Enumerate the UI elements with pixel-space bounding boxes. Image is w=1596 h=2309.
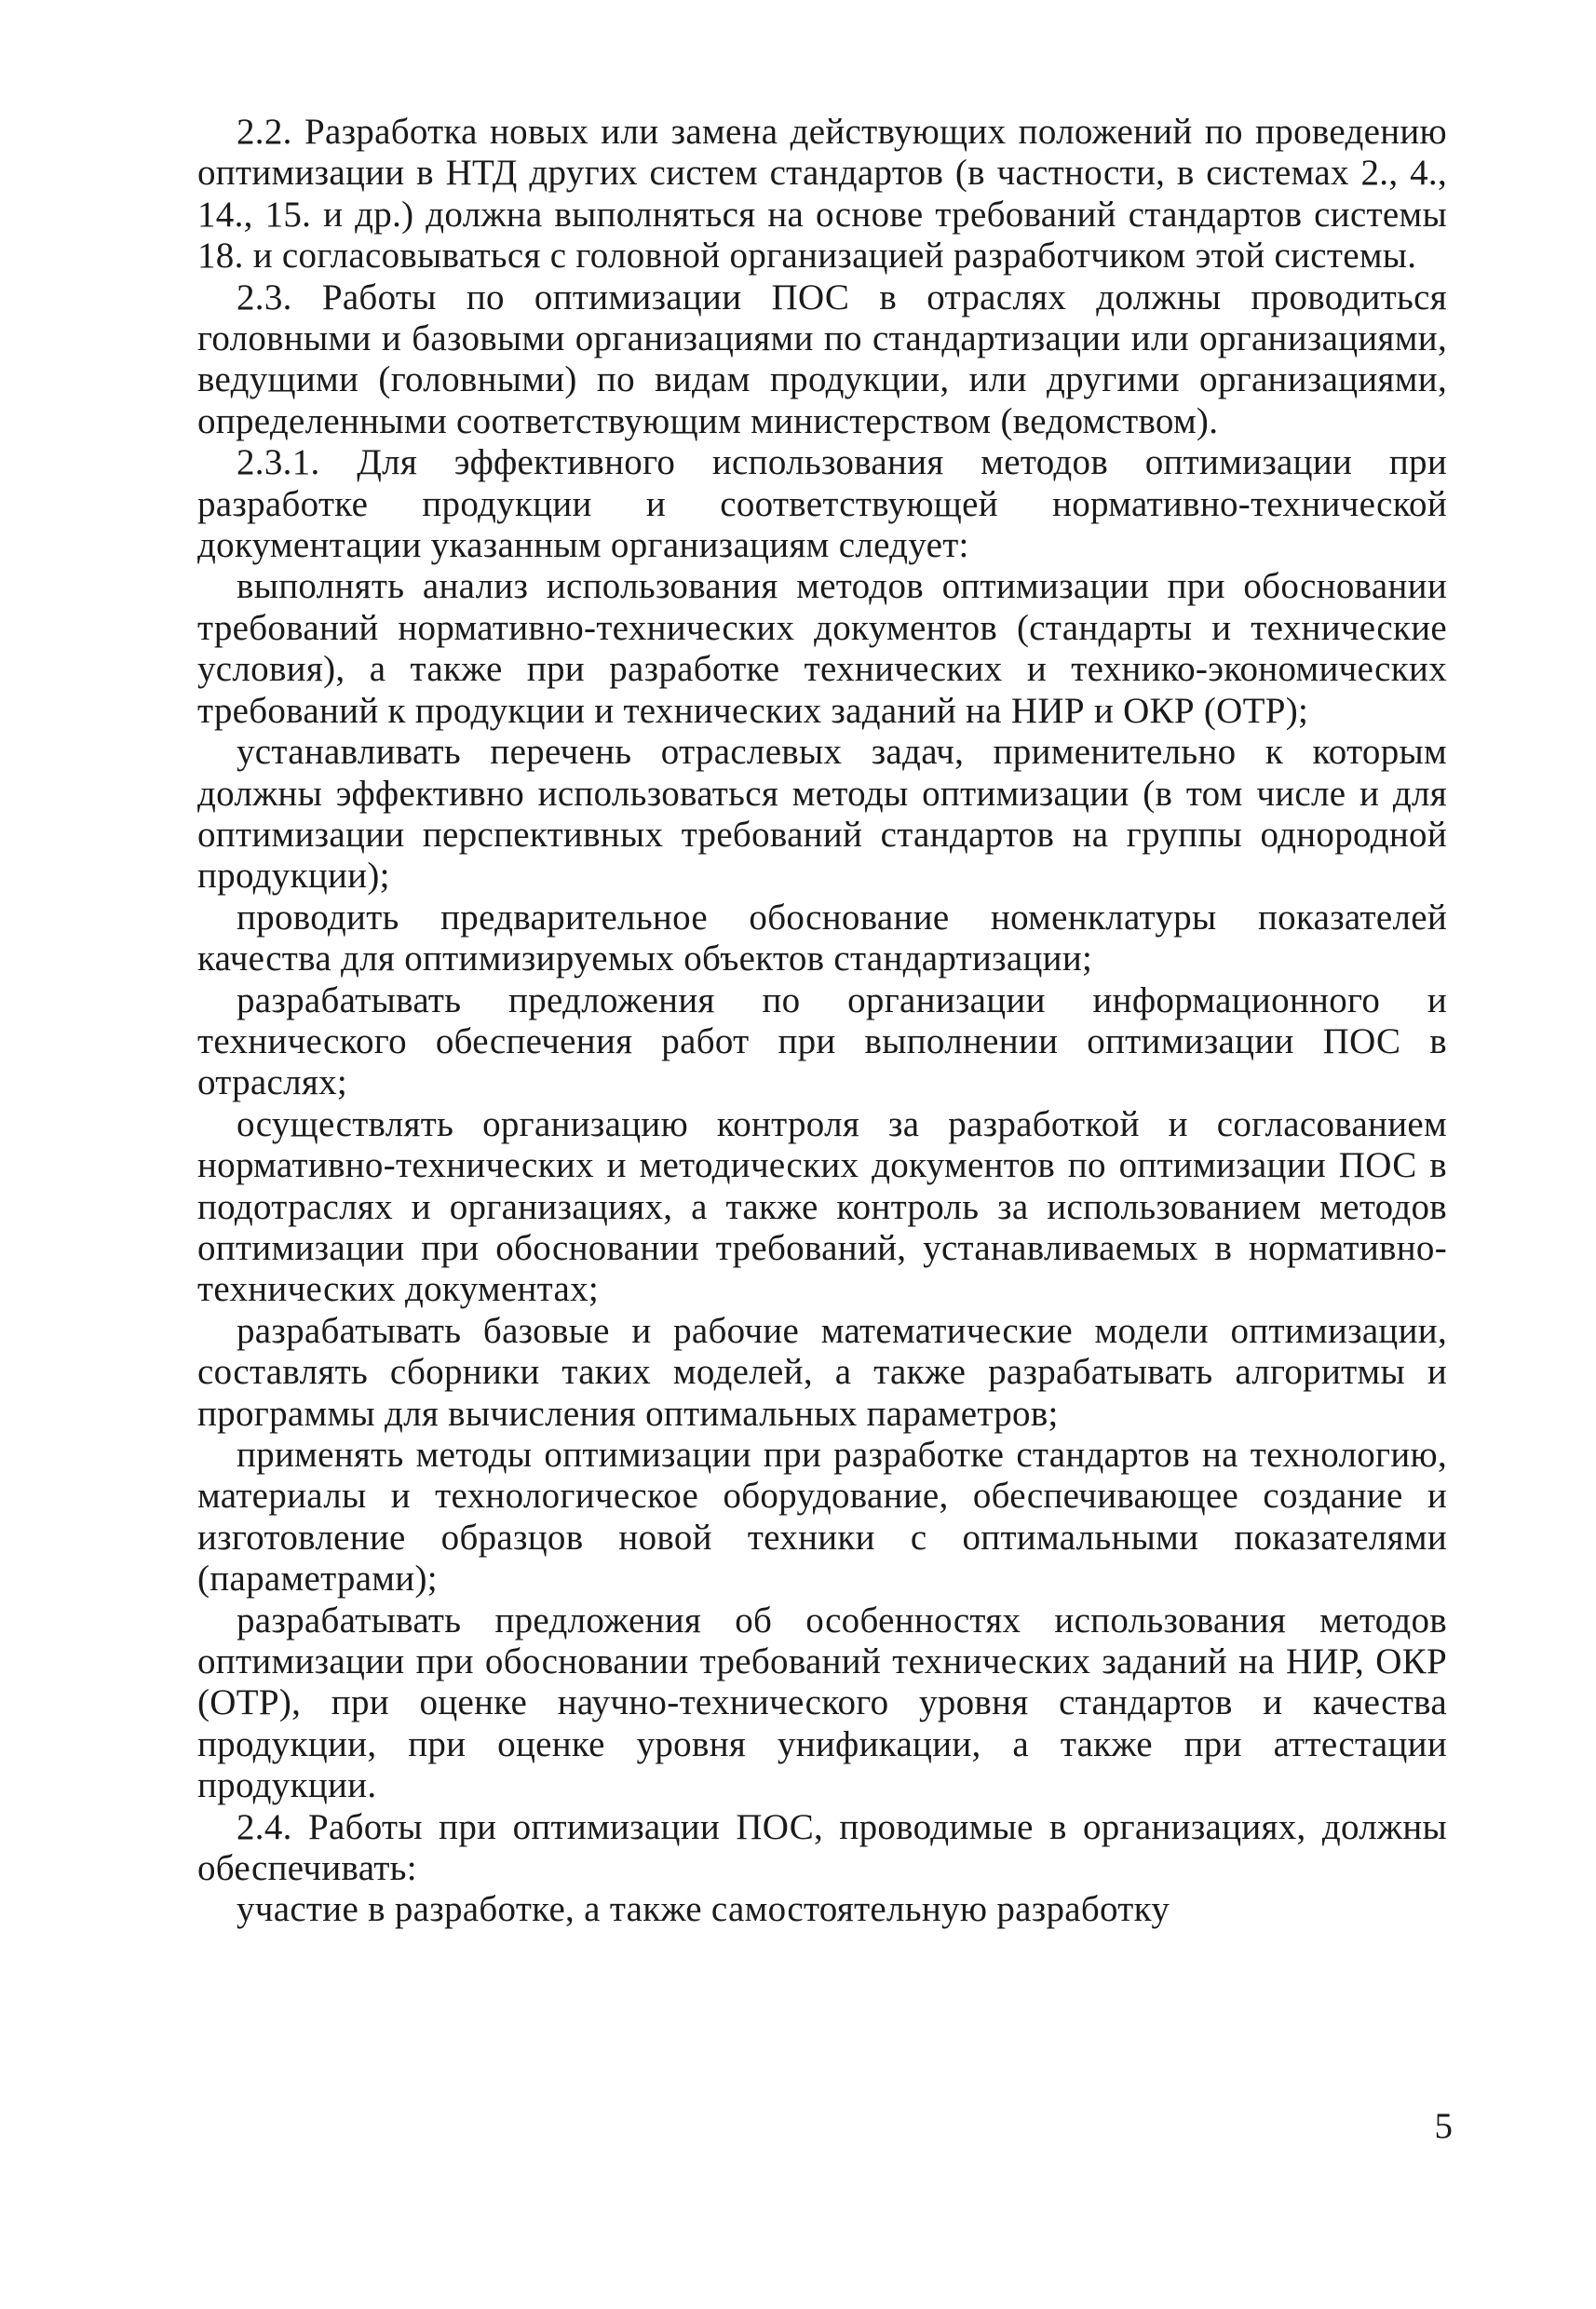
list-item-control: осуществлять организацию контроля за разработкой и согласованием нормативно-технических и методических документов по оптимизации ПОС в подотраслях и организациях, а также контроль за использованием методов оптимизации при обосновании требований, устанавливаемых в нормативно-технических документах; (197, 1103, 1447, 1310)
list-item-analysis: выполнять анализ использования методов оптимизации при обосновании требований нормативно-технических документов (стандарты и технические условия), а также при разработке технических и технико-экономических требований к продукции и технических заданий на НИР и ОКР (ОТР); (197, 566, 1447, 731)
body-text (197, 112, 1447, 1931)
paragraph-2-3: 2.3. Работы по оптимизации ПОС в отраслях должны проводиться головными и базовыми организациями по стандартизации или организациями, ведущими (головными) по видам продукции, или другими организациями, определенными соответствующим министерством (ведомством). (197, 277, 1447, 441)
list-item-quality-indicators: проводить предварительное обоснование номенклатуры показателей качества для оптимизируемых объектов стандартизации; (197, 897, 1447, 979)
list-item-information-support: разрабатывать предложения по организации информационного и технического обеспечения работ при выполнении оптимизации ПОС в отраслях; (197, 979, 1447, 1103)
list-item-math-models: разрабатывать базовые и рабочие математические модели оптимизации, составлять сборники таких моделей, а также разрабатывать алгоритмы и программы для вычисления оптимальных параметров; (197, 1310, 1447, 1434)
paragraph-2-4: 2.4. Работы при оптимизации ПОС, проводимые в организациях, должны обеспечивать: (197, 1806, 1447, 1889)
list-item-technology-standards: применять методы оптимизации при разработке стандартов на технологию, материалы и технологическое оборудование, обеспечивающее создание и изготовление образцов новой техники с оптимальными показателями (параметрами); (197, 1435, 1447, 1600)
paragraph-2-3-1: 2.3.1. Для эффективного использования методов оптимизации при разработке продукции и соответствующей нормативно-технической документации указанным организациям следует: (197, 442, 1447, 566)
paragraph-2-2: 2.2. Разработка новых или замена действующих положений по проведению оптимизации в НТД других систем стандартов (в частности, в системах 2., 4., 14., 15. и др.) должна выполняться на основе требований стандартов системы 18. и согласовываться с головной организацией разработчиком этой системы. (197, 112, 1447, 277)
list-item-task-list: устанавливать перечень отраслевых задач, применительно к которым должны эффективно использоваться методы оптимизации (в том числе и для оптимизации перспективных требований стандартов на группы однородной продукции); (197, 732, 1447, 897)
list-item-technical-tasks: разрабатывать предложения об особенностях использования методов оптимизации при обосновании требований технических заданий на НИР, ОКР (ОТР), при оценке научно-технического уровня стандартов и качества продукции, при оценке уровня унификации, а также при аттестации продукции. (197, 1600, 1447, 1806)
list-item-participation: участие в разработке, а также самостоятельную разработку (237, 1889, 1170, 1930)
page-number: 5 (1434, 2106, 1453, 2146)
